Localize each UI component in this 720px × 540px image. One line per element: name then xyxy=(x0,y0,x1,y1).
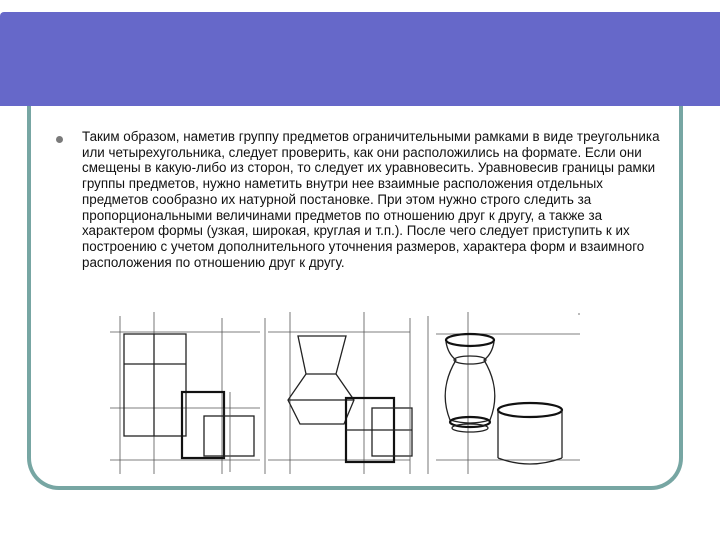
sketch-panel-3 xyxy=(428,312,580,474)
bullet-text: Таким образом, наметив группу предметов ограничительными рамками в виде треугольника или четырехугольника, следует проверить, как они расположились на формате. Если они смещены в какую-либо из сторон, то следует их уравновесить. Уравновесив границы рамки группы предметов, нужно наметить внутри нее взаимные расположения отдельных предметов сообразно их натурной постановке. При этом нужно строго следить за пропорциональными величинами предметов по отношению друг к другу, а также за характером формы (узкая, широкая, круглая и т.п.). После чего следует приступить к их построению с учетом дополнительного уточнения размеров, характера форм и взаимного расположения по отношению друг к другу. xyxy=(82,129,660,270)
sketch-panel-2 xyxy=(265,312,412,474)
still-life-construction-sketch xyxy=(110,312,585,474)
sketch-panel-1 xyxy=(110,312,260,474)
bullet-icon xyxy=(56,136,63,143)
title-bar xyxy=(0,12,720,106)
